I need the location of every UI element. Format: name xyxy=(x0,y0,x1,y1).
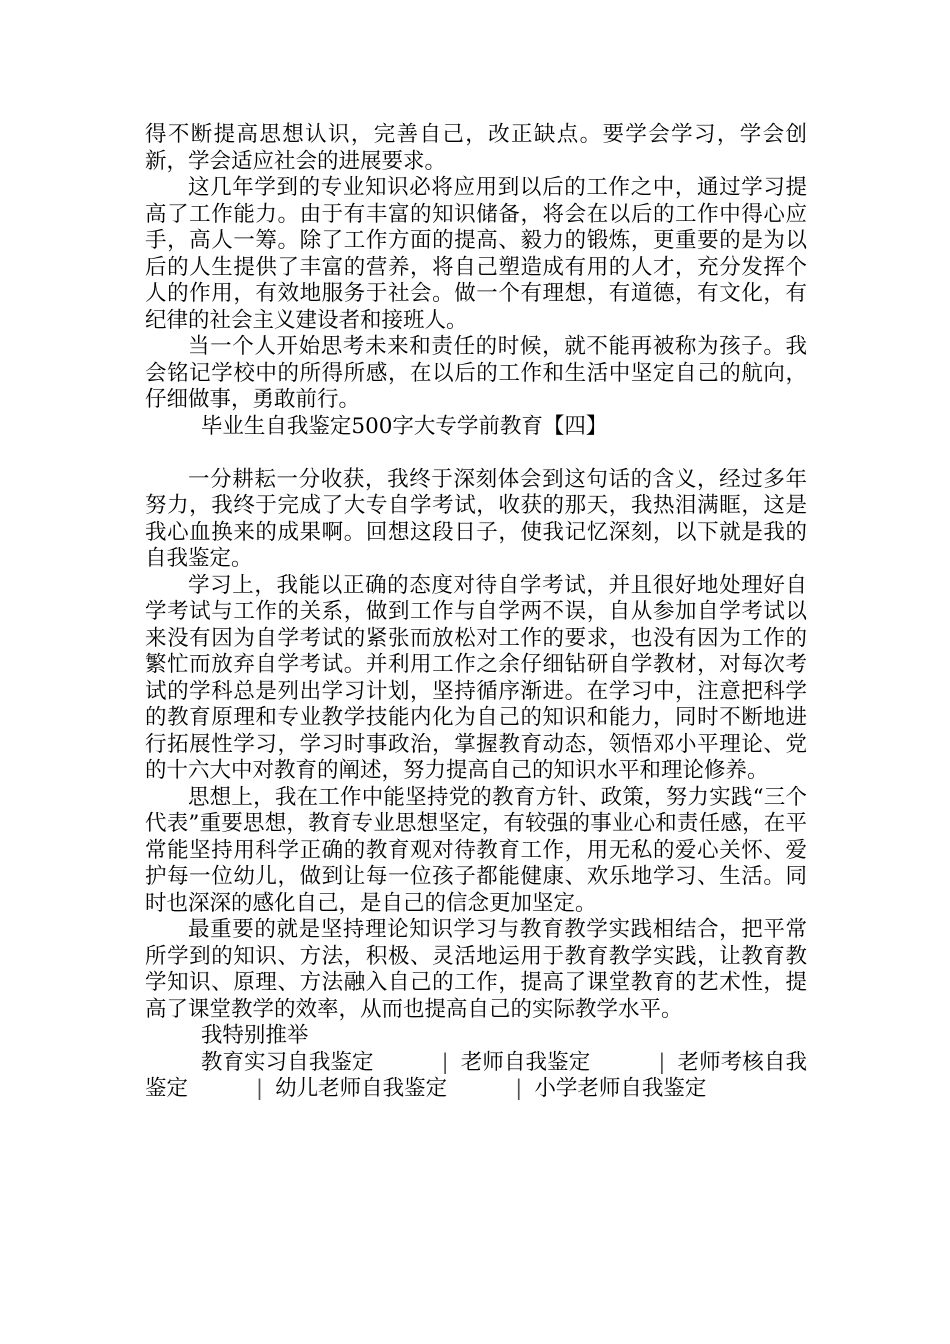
paragraph-responsibility: 当一个人开始思考未来和责任的时候，就不能再被称为孩子。我会铭记学校中的所得所感，在以后的工作和生活中坚定自己的航向，仔细做事，勇敢前行。 xyxy=(145,334,807,412)
paragraph-continued: 得不断提高思想认识，完善自己，改正缺点。要学会学习，学会创新，学会适应社会的进展要求。 xyxy=(145,122,807,174)
recommend-label: 我特别推举 xyxy=(200,1023,309,1048)
paragraph-thought: 思想上，我在工作中能坚持党的教育方针、政策，努力实践“三个代表”重要思想，教育专业思想坚定，有较强的事业心和责任感，在平常能坚持用科学正确的教育观对待教育工作，用无私的爱心关怀、爱护每一位幼儿，做到让每一位孩子都能健康、欢乐地学习、生活。同时也深深的感化自己，是自己的信念更加坚定。 xyxy=(145,784,807,916)
link-separator: | xyxy=(255,1076,264,1101)
paragraph-practice: 最重要的就是坚持理论知识学习与教育教学实践相结合，把平常所学到的知识、方法，积极、灵活地运用于教育教学实践，让教育教学知识、原理、方法融入自己的工作，提高了课堂教育的艺术性，提高了课堂教学的效率，从而也提高自己的实际教学水平。 xyxy=(145,917,807,1022)
link-teaching-practice[interactable]: 教育实习自我鉴定 xyxy=(200,1049,374,1075)
paragraph-knowledge: 这几年学到的专业知识必将应用到以后的工作之中，通过学习提高了工作能力。由于有丰富的知识储备，将会在以后的工作中得心应手，高人一筹。除了工作方面的提高、毅力的锻炼，更重要的是为以后的人生提供了丰富的营养，将自己塑造成有用的人才，充分发挥个人的作用，有效地服务于社会。做一个有理想，有道德，有文化，有纪律的社会主义建设者和接班人。 xyxy=(145,175,807,333)
section-heading: 毕业生自我鉴定500字大专学前教育【四】 xyxy=(200,413,608,439)
link-kindergarten-teacher[interactable]: 幼儿老师自我鉴定 xyxy=(275,1076,448,1101)
document-body xyxy=(145,122,807,1103)
link-separator: | xyxy=(658,1049,666,1075)
link-teacher-assessment[interactable]: 老师考核自我鉴定 xyxy=(145,1049,807,1101)
blank-line xyxy=(145,440,807,467)
paragraph-harvest: 一分耕耘一分收获，我终于深刻体会到这句话的含义，经过多年努力，我终于完成了大专自学考试，收获的那天，我热泪满眶，这是我心血换来的成果啊。回想这段日子，使我记忆深刻，以下就是我的自我鉴定。 xyxy=(145,466,807,571)
link-separator: | xyxy=(515,1076,523,1101)
paragraph-study: 学习上，我能以正确的态度对待自学考试，并且很好地处理好自学考试与工作的关系，做到工作与自学两不误，自从参加自学考试以来没有因为自学考试的紧张而放松对工作的要求，也没有因为工作的繁忙而放弃自学考试。并利用工作之余仔细钻研自学教材，对每次考试的学科总是列出学习计划，坚持循序渐进。在学习中，注意把科学的教育原理和专业教学技能内化为自己的知识和能力，同时不断地进行拓展性学习，学习时事政治，掌握教育动态，领悟邓小平理论、党的十六大中对教育的阐述，努力提高自己的知识水平和理论修养。 xyxy=(145,572,807,783)
link-primary-teacher[interactable]: 小学老师自我鉴定 xyxy=(534,1076,707,1101)
related-links xyxy=(145,1050,807,1103)
link-teacher-self-review[interactable]: 老师自我鉴定 xyxy=(460,1049,591,1075)
link-separator: | xyxy=(441,1049,449,1075)
